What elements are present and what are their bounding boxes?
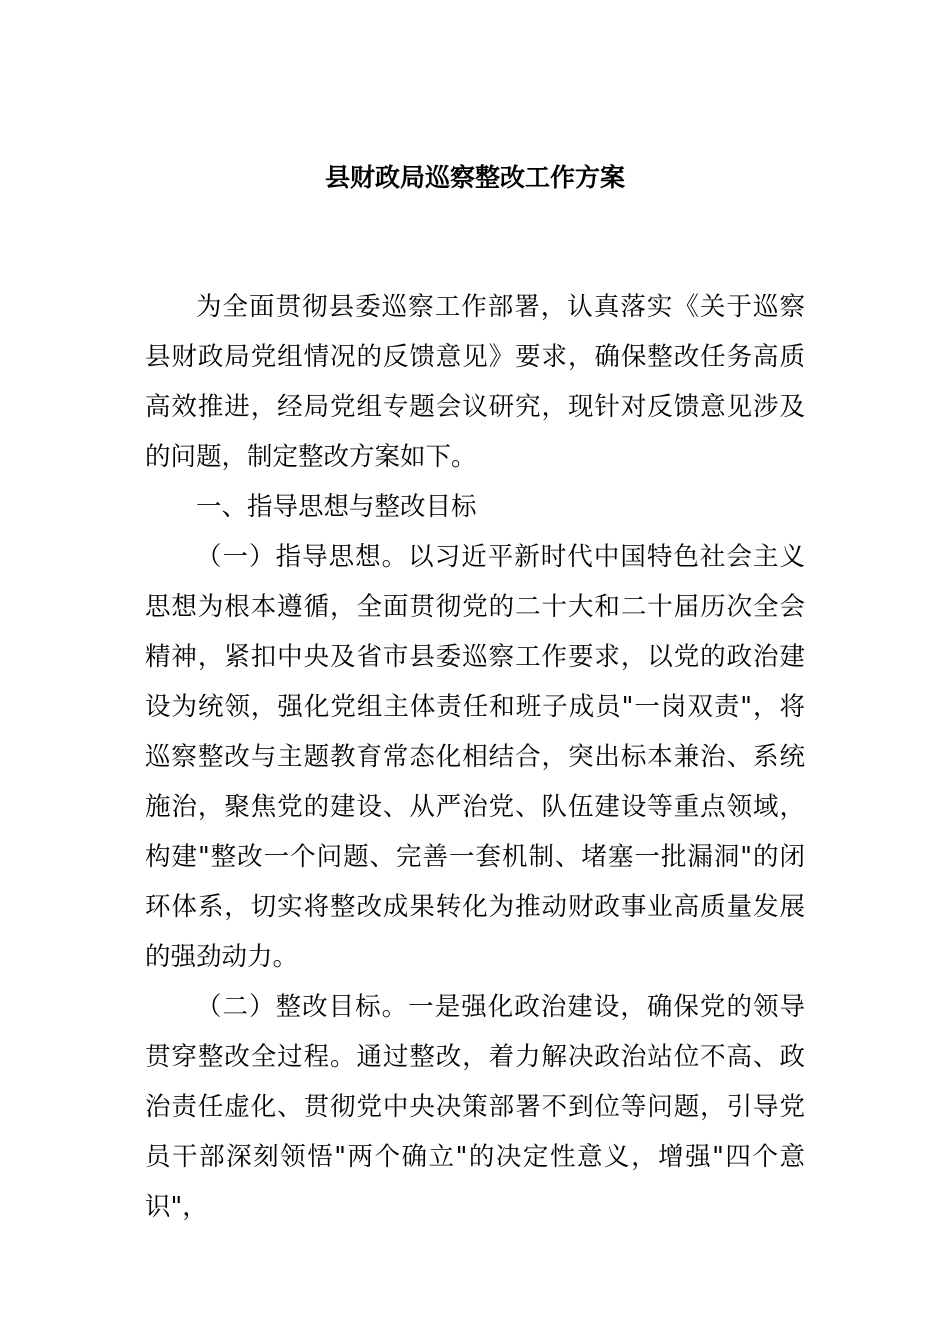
section-heading-1: 一、指导思想与整改目标 (196, 492, 477, 522)
document-title: 县财政局巡察整改工作方案 (324, 163, 625, 192)
guiding-thought-paragraph: （一）指导思想。以习近平新时代中国特色社会主义思想为根本遵循，全面贯彻党的二十大和二十届历次全会精神，紧扣中央及省市县委巡察工作要求，以党的政治建设为统领，强化党组主体责任和班子成员"一岗双责"，将巡察整改与主题教育常态化相结合，突出标本兼治、系统施治，聚焦党的建设、从严治党、队伍建设等重点领域，构建"整改一个问题、完善一套机制、堵塞一批漏洞"的闭环体系，切实将整改成果转化为推动财政事业高质量发展的强劲动力。 (145, 542, 805, 972)
document-body (145, 282, 805, 1232)
rectification-goal-paragraph: （二）整改目标。一是强化政治建设，确保党的领导贯穿整改全过程。通过整改，着力解决政治站位不高、政治责任虚化、贯彻党中央决策部署不到位等问题，引导党员干部深刻领悟"两个确立"的决定性意义，增强"四个意识"， (145, 992, 805, 1222)
intro-paragraph: 为全面贯彻县委巡察工作部署，认真落实《关于巡察县财政局党组情况的反馈意见》要求，确保整改任务高质高效推进，经局党组专题会议研究，现针对反馈意见涉及的问题，制定整改方案如下。 (145, 292, 805, 472)
